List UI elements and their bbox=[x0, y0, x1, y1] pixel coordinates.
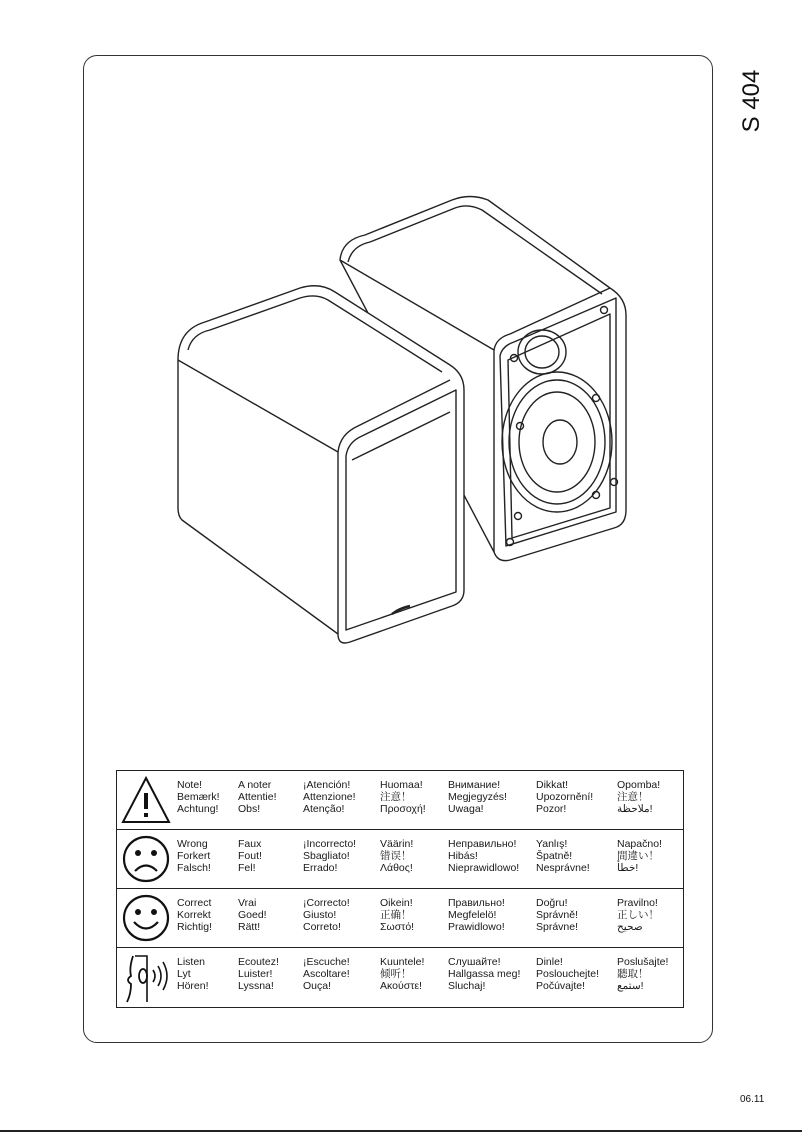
legend-cell: Napačno! 間違い！ خطأ! bbox=[617, 838, 662, 875]
page-divider bbox=[0, 1130, 802, 1132]
legend-cell: Opomba! 注意！ ملاحظة! bbox=[617, 779, 661, 816]
listen-icon bbox=[119, 950, 173, 1004]
legend-cell: ¡Incorrecto! Sbagliato! Errado! bbox=[303, 838, 357, 875]
legend-cell: Listen Lyt Hören! bbox=[177, 956, 209, 993]
legend-row-listen bbox=[117, 948, 683, 1007]
legend-row-correct bbox=[117, 889, 683, 948]
legend-cell: Note! Bemærk! Achtung! bbox=[177, 779, 220, 816]
warning-icon bbox=[119, 773, 173, 827]
model-number: S 404 bbox=[738, 69, 765, 133]
legend-cell: Huomaa! 注意！ Προσοχή! bbox=[380, 779, 426, 816]
legend-cell: Wrong Forkert Falsch! bbox=[177, 838, 211, 875]
legend-cell: Dikkat! Upozornění! Pozor! bbox=[536, 779, 594, 816]
legend-cell: ¡Escuche! Ascoltare! Ouça! bbox=[303, 956, 350, 993]
speaker-pair-icon bbox=[170, 190, 640, 670]
legend-cell: Correct Korrekt Richtig! bbox=[177, 897, 213, 934]
document-date: 06.11 bbox=[740, 1094, 765, 1105]
legend-cell: Väärin! 错误！ Λάθος! bbox=[380, 838, 414, 875]
legend-cell: Oikein! 正确！ Σωστό! bbox=[380, 897, 415, 934]
legend-cell: Poslušajte! 聽取！ ستمع! bbox=[617, 956, 669, 993]
legend-cell: Pravilno! 正しい！ صحيح bbox=[617, 897, 659, 934]
sad-face-icon bbox=[119, 832, 173, 886]
legend-cell: Vrai Goed! Rätt! bbox=[238, 897, 267, 934]
legend-cell: A noter Attentie! Obs! bbox=[238, 779, 277, 816]
legend-cell: Неправильно! Hibás! Nieprawidlowo! bbox=[448, 838, 520, 875]
legend-cell: Dinle! Poslouchejte! Počúvajte! bbox=[536, 956, 600, 993]
legend-cell: Слушайте! Hallgassa meg! Sluchaj! bbox=[448, 956, 521, 993]
legend-cell: Правильно! Megfelelö! Prawidlowo! bbox=[448, 897, 505, 934]
safety-legend bbox=[116, 770, 684, 1008]
legend-cell: Ecoutez! Luister! Lyssna! bbox=[238, 956, 279, 993]
legend-cell: ¡Atención! Attenzione! Atenção! bbox=[303, 779, 356, 816]
legend-cell: Внимание! Megjegyzés! Uwaga! bbox=[448, 779, 507, 816]
legend-cell: Doğru! Správně! Správne! bbox=[536, 897, 579, 934]
legend-cell: ¡Correcto! Giusto! Correto! bbox=[303, 897, 350, 934]
legend-row-note bbox=[117, 771, 683, 830]
happy-face-icon bbox=[119, 891, 173, 945]
legend-cell: Faux Fout! Fel! bbox=[238, 838, 262, 875]
legend-cell: Kuuntele! 倾听！ Ακούστε! bbox=[380, 956, 425, 993]
legend-row-wrong bbox=[117, 830, 683, 889]
legend-cell: Yanlış! Špatně! Nesprávne! bbox=[536, 838, 590, 875]
